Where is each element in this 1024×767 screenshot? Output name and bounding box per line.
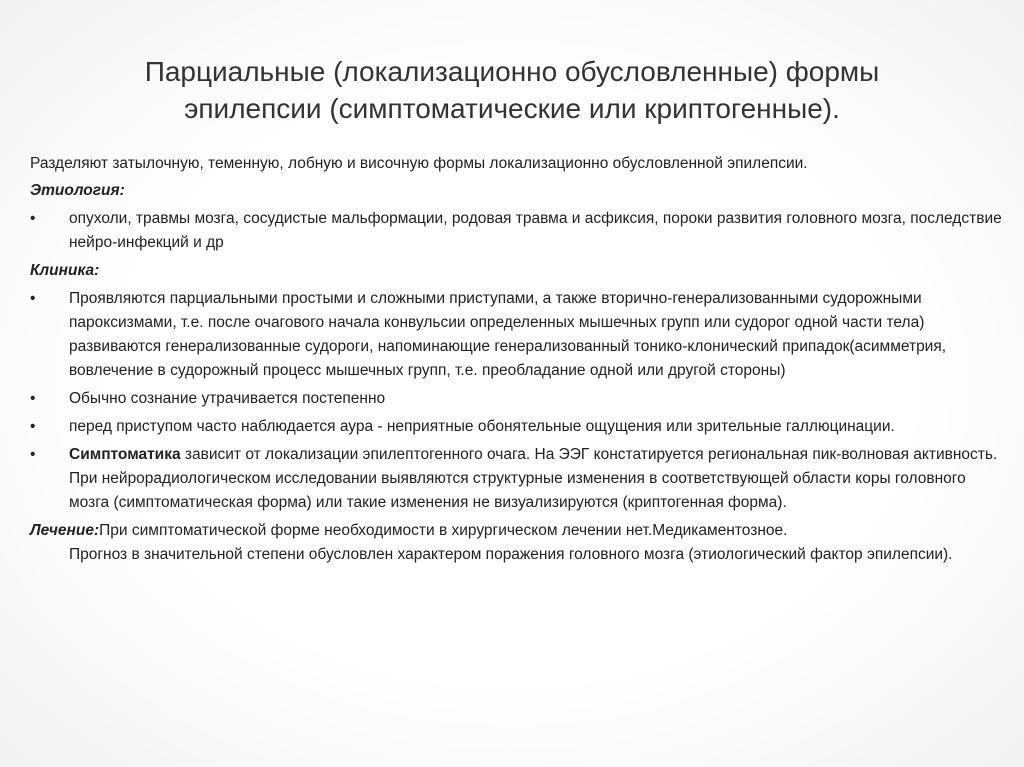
treatment-section: [30, 519, 1005, 567]
bullet-icon: •: [30, 210, 36, 227]
intro-paragraph: Разделяют затылочную, теменную, лобную и височную формы локализационно обусловленной эпилепсии.: [30, 155, 808, 172]
clinic-item-1: [30, 287, 1005, 383]
clinic-item-2-text: Обычно сознание утрачивается постепенно: [69, 390, 386, 407]
bullet-icon: •: [30, 290, 36, 307]
symptomatology-label: Симптоматика: [69, 446, 181, 463]
clinic-item-3-text: перед приступом часто наблюдается аура - неприятные обонятельные ощущения или зрительные галлюцинации.: [69, 418, 895, 435]
etiology-heading: Этиология:: [30, 182, 125, 199]
etiology-item-text: опухоли, травмы мозга, сосудистые мальформации, родовая травма и асфиксия, пороки развития головного мозга, последствие нейро-инфекций и др: [69, 210, 1002, 251]
clinic-item-4-text: зависит от локализации эпилептогенного очага. На ЭЭГ констатируется региональная пик-волновая активность. При нейрорадиологическом исследовании выявляются структурные изменения в соответствующей области коры головного мозга (симптоматическая форма) или такие изменения не визуализируются (криптогенная форма).: [69, 446, 998, 511]
bullet-icon: •: [30, 446, 36, 463]
title-line-1: Парциальные (локализационно обусловленные) формы: [144, 56, 880, 87]
treatment-label: Лечение:: [30, 522, 100, 539]
bullet-icon: •: [30, 418, 36, 435]
clinic-item-2: [30, 387, 1005, 411]
slide-body: [30, 152, 1005, 567]
bullet-icon: •: [30, 390, 36, 407]
slide-title: [60, 53, 964, 127]
etiology-item: [30, 207, 1005, 255]
clinic-item-4: [30, 443, 1005, 515]
treatment-line-1: При симптоматической форме необходимости в хирургическом лечении нет.Медикаментозное.: [99, 522, 788, 539]
title-line-2: эпилепсии (симптоматические или криптогенные).: [184, 93, 840, 124]
clinic-item-1-text: Проявляются парциальными простыми и сложными приступами, а также вторично-генерализованными судорожными пароксизмами, т.е. после очагового начала конвульсии определенных мышечных групп или судорог одной части тела) развиваются генерализованные судороги, напоминающие генерализованный тонико-клонический припадок(асимметрия, вовлечение в судорожный процесс мышечных групп, т.е. преобладание одной или другой стороны): [69, 290, 947, 379]
treatment-prognosis: Прогноз в значительной степени обусловлен характером поражения головного мозга (этиологический фактор эпилепсии).: [69, 546, 953, 563]
clinic-item-3: [30, 415, 1005, 439]
clinic-heading: Клиника:: [30, 262, 100, 279]
